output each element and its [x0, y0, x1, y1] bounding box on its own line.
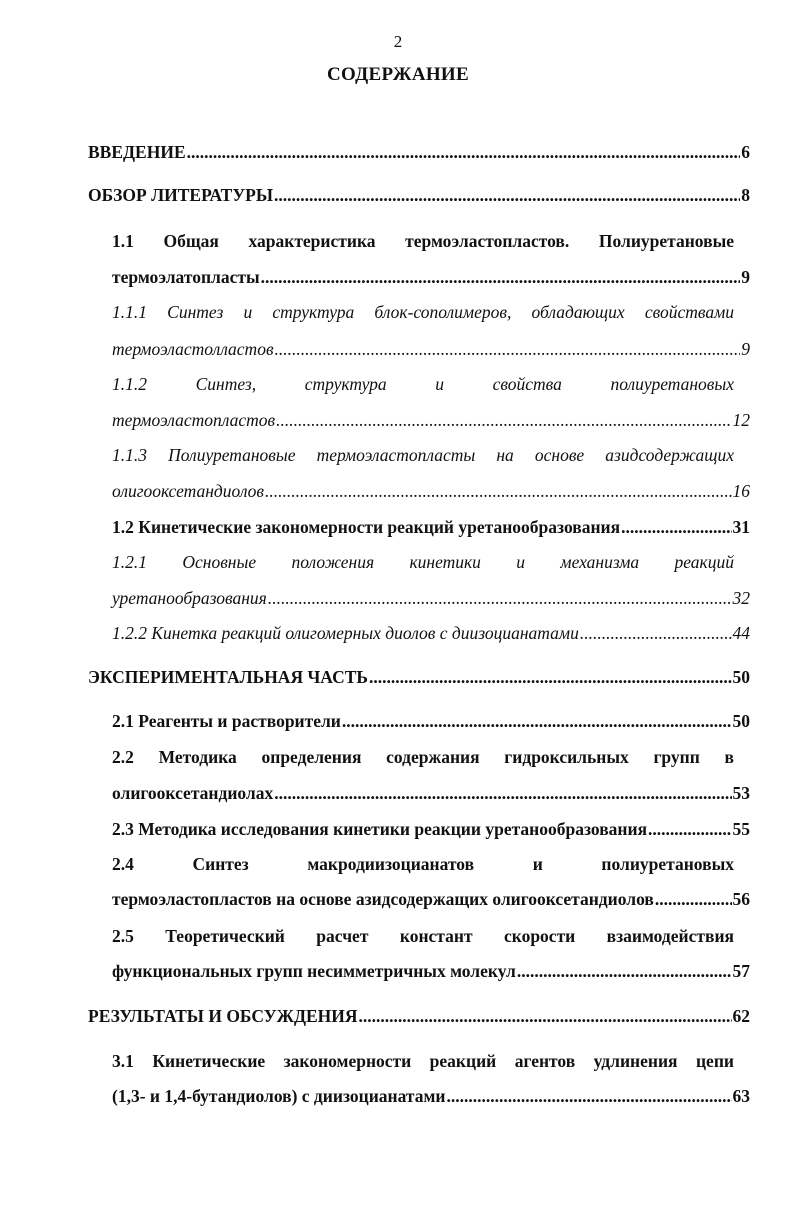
toc-entry-2-5-line1[interactable]: 2.5 Теоретический расчет констант скорости взаимодействия — [112, 926, 734, 946]
toc-page-number: 16 — [732, 481, 750, 501]
toc-page-number: 63 — [732, 1086, 750, 1106]
toc-leader-dots — [446, 1085, 731, 1107]
toc-leader-dots — [655, 888, 732, 910]
toc-entry-text: 2.3 Методика исследования кинетики реакции уретанообразования — [112, 819, 648, 839]
toc-leader-dots — [648, 818, 731, 840]
toc-entry-text: ОБЗОР ЛИТЕРАТУРЫ — [88, 185, 274, 205]
toc-page-number: 50 — [732, 667, 750, 687]
toc-entry-2-3[interactable] — [112, 818, 750, 840]
toc-page-number: 9 — [741, 339, 750, 359]
toc-page-number: 56 — [732, 889, 750, 909]
toc-entry-1-1-1-line1[interactable]: 1.1.1 Синтез и структура блок-сополимеров, обладающих свойствами — [112, 302, 734, 322]
toc-leader-dots — [187, 141, 741, 163]
toc-entry-1-1-3-line1[interactable]: 1.1.3 Полиуретановые термоэластопласты на основе азидсодержащих — [112, 445, 734, 465]
toc-entry-text: ВВЕДЕНИЕ — [88, 142, 186, 162]
toc-page-number: 55 — [732, 819, 750, 839]
toc-entry-text: термоэластолластов — [112, 339, 274, 359]
toc-leader-dots — [274, 782, 731, 804]
page-title: СОДЕРЖАНИЕ — [327, 64, 469, 85]
toc-leader-dots — [268, 587, 732, 609]
toc-entry-text: термоэластопластов на основе азидсодержащих олигооксетандиолов — [112, 889, 654, 909]
toc-page-number: 9 — [741, 267, 750, 287]
toc-leader-dots — [621, 516, 731, 538]
toc-entry-1-2-1-line1[interactable]: 1.2.1 Основные положения кинетики и механизма реакций — [112, 552, 734, 572]
toc-page-number: 6 — [741, 142, 750, 162]
toc-page-number: 62 — [732, 1006, 750, 1026]
toc-entry-3-1-line1[interactable]: 3.1 Кинетические закономерности реакций агентов удлинения цепи — [112, 1051, 734, 1071]
toc-entry-text: уретанообразования — [112, 588, 267, 608]
toc-entry-1-1-line1[interactable]: 1.1 Общая характеристика термоэластопластов. Полиуретановые — [112, 231, 734, 251]
toc-entry-1-2[interactable] — [112, 516, 750, 538]
toc-entry-text: олигооксетандиолах — [112, 783, 274, 803]
toc-entry-text: олигооксетандиолов — [112, 481, 265, 501]
toc-entry-text: ЭКСПЕРИМЕНТАЛЬНАЯ ЧАСТЬ — [88, 667, 368, 687]
toc-entry-text: РЕЗУЛЬТАТЫ И ОБСУЖДЕНИЯ — [88, 1006, 358, 1026]
toc-entry-text: термоэластопластов — [112, 410, 276, 430]
toc-leader-dots — [274, 184, 740, 206]
toc-page-number: 50 — [732, 711, 750, 731]
toc-entry-literature-review[interactable] — [88, 184, 750, 206]
toc-entry-text: 1.2.2 Кинетка реакций олигомерных диолов с диизоцианатами — [112, 623, 579, 643]
toc-page-number: 57 — [732, 961, 750, 981]
toc-page-number: 44 — [732, 623, 750, 643]
toc-entry-1-1-2-line1[interactable]: 1.1.2 Синтез, структура и свойства полиуретановых — [112, 374, 734, 394]
toc-entry-2-4[interactable] — [112, 888, 750, 910]
toc-entry-experimental[interactable] — [88, 666, 750, 688]
toc-leader-dots — [342, 710, 732, 732]
toc-leader-dots — [265, 480, 731, 502]
toc-leader-dots — [369, 666, 732, 688]
toc-entry-3-1[interactable] — [112, 1085, 750, 1107]
toc-entry-2-1[interactable] — [112, 710, 750, 732]
toc-entry-text: 2.1 Реагенты и растворители — [112, 711, 341, 731]
toc-page-number: 12 — [732, 410, 750, 430]
toc-entry-text: термоэлатопласты — [112, 267, 260, 287]
toc-entry-1-1-2[interactable] — [112, 409, 750, 431]
toc-entry-text: 1.2 Кинетические закономерности реакций уретанообразования — [112, 517, 621, 537]
toc-entry-results[interactable] — [88, 1005, 750, 1027]
toc-entry-2-2[interactable] — [112, 782, 750, 804]
toc-entry-1-2-2[interactable] — [112, 622, 750, 644]
toc-entry-1-1[interactable] — [112, 266, 750, 288]
toc-entry-introduction[interactable] — [88, 141, 750, 163]
toc-entry-text: функциональных групп несимметричных молекул — [112, 961, 516, 981]
toc-leader-dots — [580, 622, 732, 644]
toc-entry-1-2-1[interactable] — [112, 587, 750, 609]
toc-page-number: 53 — [732, 783, 750, 803]
toc-entry-2-2-line1[interactable]: 2.2 Методика определения содержания гидроксильных групп в — [112, 747, 734, 767]
page-number: 2 — [393, 32, 403, 51]
toc-entry-text: (1,3- и 1,4-бутандиолов) с диизоцианатами — [112, 1086, 446, 1106]
toc-leader-dots — [275, 338, 741, 360]
toc-leader-dots — [261, 266, 741, 288]
toc-page-number: 31 — [732, 517, 750, 537]
toc-entry-1-1-3[interactable] — [112, 480, 750, 502]
toc-entry-2-5[interactable] — [112, 960, 750, 982]
toc-entry-1-1-1[interactable] — [112, 338, 750, 360]
toc-leader-dots — [359, 1005, 732, 1027]
toc-leader-dots — [517, 960, 732, 982]
toc-page-number: 32 — [732, 588, 750, 608]
toc-leader-dots — [276, 409, 731, 431]
toc-entry-2-4-line1[interactable]: 2.4 Синтез макродиизоцианатов и полиуретановых — [112, 854, 734, 874]
toc-page-number: 8 — [741, 185, 750, 205]
